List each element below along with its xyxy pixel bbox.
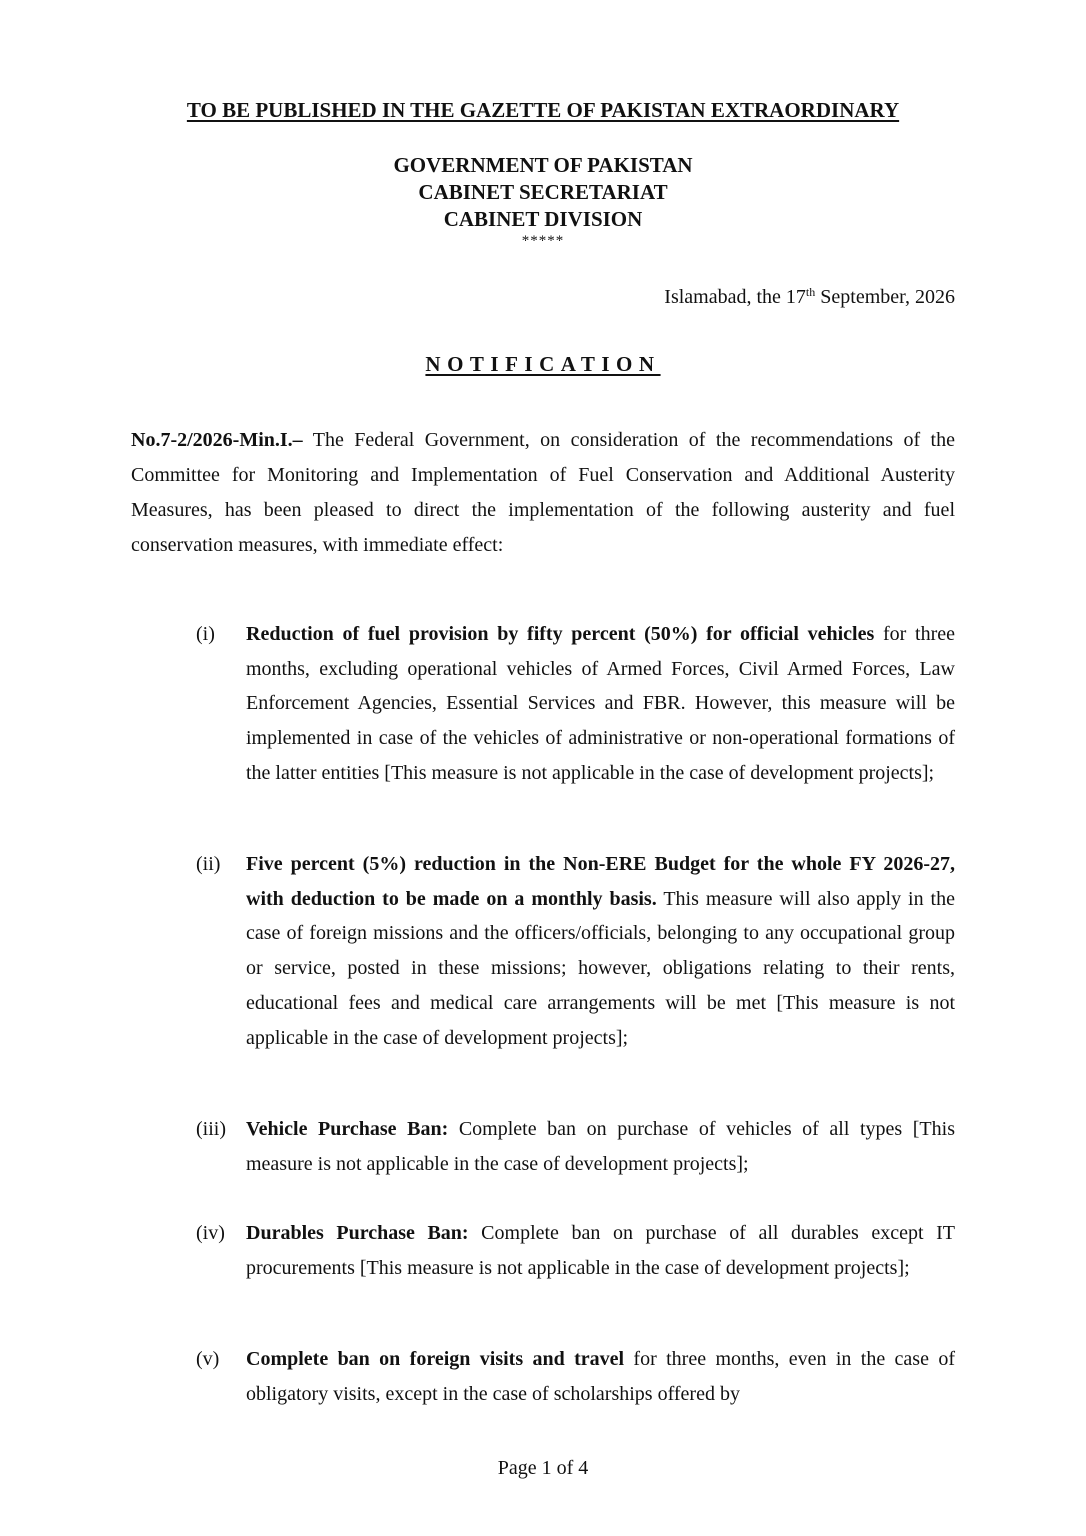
notification-title: NOTIFICATION xyxy=(425,352,661,376)
measure-body: Complete ban on purchase of vehicles of all types [This measure is not applicable in the case of development projects]; xyxy=(246,1118,955,1175)
measure-text xyxy=(246,1342,955,1411)
measure-text xyxy=(246,1216,955,1285)
measure-item xyxy=(196,617,955,791)
measure-title: Vehicle Purchase Ban: xyxy=(246,1118,449,1140)
measure-item xyxy=(196,1112,955,1181)
measure-item xyxy=(196,1342,955,1411)
intro-text: The Federal Government, on consideration of the recommendations of the Committee for Monitoring and Implementation of Fuel Conservation and Additional Austerity Measures, has been pleased to direct the implementation of the following austerity and fuel conservation measures, with immediate effect: xyxy=(131,429,955,556)
measure-number: (iii) xyxy=(196,1118,226,1140)
measure-text xyxy=(246,617,955,791)
measure-body: for three months, even in the case of obligatory visits, except in the case of scholarships offered by xyxy=(246,1348,955,1405)
measure-number: (iv) xyxy=(196,1222,225,1244)
measure-number: (v) xyxy=(196,1348,220,1370)
heading-government: GOVERNMENT OF PAKISTAN xyxy=(393,153,693,177)
intro-paragraph xyxy=(131,423,955,563)
measure-item xyxy=(196,847,955,1055)
measure-number: (ii) xyxy=(196,853,221,875)
heading-division: CABINET DIVISION xyxy=(443,207,643,231)
reference-number: No.7-2/2026-Min.I.– xyxy=(131,429,303,451)
heading-secretariat: CABINET SECRETARIAT xyxy=(418,180,668,204)
measure-title: Reduction of fuel provision by fifty percent (50%) for official vehicles xyxy=(246,623,875,645)
measure-body: This measure will also apply in the case of foreign missions and the officers/officials, belonging to any occupational group or service, posted in these missions; however, obligations relating to their rents, educational fees and medical care arrangements will be met [This measure is not applicable in the case of development projects]; xyxy=(246,887,955,1049)
issuing-authority-heading xyxy=(0,152,1086,249)
gazette-header: TO BE PUBLISHED IN THE GAZETTE OF PAKISTAN EXTRAORDINARY xyxy=(186,98,900,122)
measure-body: for three months, excluding operational vehicles of Armed Forces, Civil Armed Forces, Law Enforcement Agencies, Essential Services and FBR. However, this measure will be implemented in case of the vehicles of administrative or non-operational formations of the latter entities [This measure is not applicable in the case of development projects]; xyxy=(246,623,955,784)
measure-text xyxy=(246,847,955,1055)
dateline-prefix: Islamabad, the 17 xyxy=(664,286,806,308)
heading-separator-stars: ***** xyxy=(521,233,565,249)
measure-title: Five percent (5%) reduction in the Non-ERE Budget for the whole FY 2026-27, with deduction to be made on a monthly basis. xyxy=(246,853,955,910)
measure-body: Complete ban on purchase of all durables except IT procurements [This measure is not applicable in the case of development projects]; xyxy=(246,1222,956,1279)
page-number: Page 1 of 4 xyxy=(497,1457,589,1479)
dateline xyxy=(664,286,955,309)
dateline-suffix: September, 2026 xyxy=(815,286,955,308)
dateline-ordinal: th xyxy=(805,285,816,299)
measure-title: Durables Purchase Ban: xyxy=(246,1222,469,1244)
measure-text xyxy=(246,1112,955,1181)
measure-title: Complete ban on foreign visits and travel xyxy=(246,1348,625,1370)
measure-number: (i) xyxy=(196,623,215,645)
measure-item xyxy=(196,1216,955,1285)
